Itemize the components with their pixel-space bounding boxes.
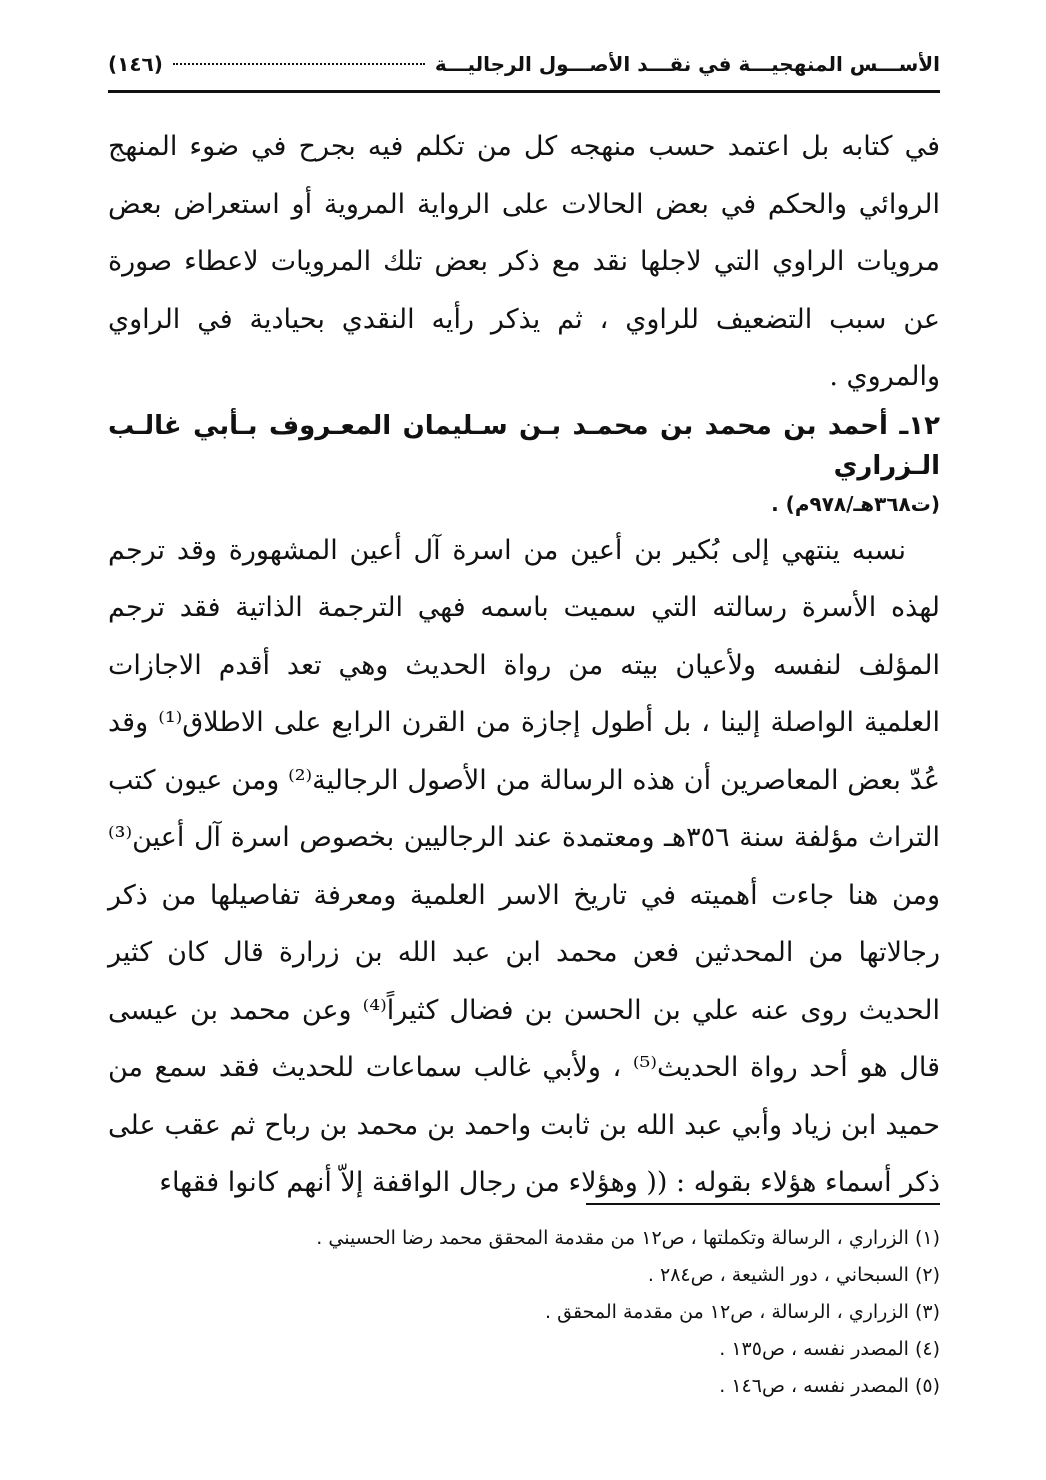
running-header [108, 44, 940, 84]
footnotes [108, 1220, 940, 1405]
footnote-2: (٢) السبحاني ، دور الشيعة ، ص٢٨٤ . [647, 1264, 940, 1286]
running-header-title: الأســـس المنهجيـــة في نقـــد الأصـــول الرجاليـــة [434, 52, 940, 76]
paragraph-1: في كتابه بل اعتمد حسب منهجه كل من تكلم فيه بجرح في ضوء المنهج الروائي والحكم في بعض الحالات على الرواية المروية أو استعراض بعض مرويات الراوي التي لاجلها نقد مع ذكر بعض تلك المرويات لاعطاء صورة عن سبب التضعيف للراوي ، ثم يذكر رأيه النقدي بحيادية في الراوي والمروي . [108, 131, 940, 392]
header-leader-dots [173, 63, 425, 65]
footnote-separator [586, 1203, 940, 1205]
main-text [108, 118, 940, 1212]
paragraph-2: نسبه ينتهي إلى بُكير بن أعين من اسرة آل أعين المشهورة وقد ترجم لهذه الأسرة رسالته التي سميت باسمه فهي الترجمة الذاتية فقد ترجم المؤلف لنفسه ولأعيان بيته من رواة الحديث وهي تعد أقدم الاجازات العلمية الواصلة إلينا ، بل أطول إجازة من القرن الرابع على الاطلاق⁽¹⁾ وقد عُدّ بعض المعاصرين أن هذه الرسالة من الأصول الرجالية⁽²⁾ ومن عيون كتب التراث مؤلفة سنة ٣٥٦هـ ومعتمدة عند الرجاليين بخصوص اسرة آل أعين⁽³⁾ ومن هنا جاءت أهميته في تاريخ الاسر العلمية ومعرفة تفاصيلها من ذكر رجالاتها من المحدثين فعن محمد ابن عبد الله بن زرارة قال كان كثير الحديث روى عنه علي بن الحسن بن فضال كثيراً⁽⁴⁾ وعن محمد بن عيسى قال هو أحد رواة الحديث⁽⁵⁾ ، ولأبي غالب سماعات للحديث فقد سمع من حميد ابن زياد وأبي عبد الله بن ثابت واحمد بن محمد بن رباح ثم عقب على ذكر أسماء هؤلاء بقوله : (( وهؤلاء من رجال الواقفة إلاّ أنهم كانوا فقهاء [108, 534, 940, 1198]
header-rule [108, 90, 940, 93]
footnote-4: (٤) المصدر نفسه ، ص١٣٥ . [719, 1338, 940, 1360]
footnote-3: (٣) الزراري ، الرسالة ، ص١٢ من مقدمة المحقق . [545, 1301, 940, 1323]
footnote-5: (٥) المصدر نفسه ، ص١٤٦ . [719, 1375, 940, 1397]
footnote-1: (١) الزراري ، الرسالة وتكملتها ، ص١٢ من مقدمة المحقق محمد رضا الحسيني . [316, 1227, 940, 1249]
section-heading-date: (ت٣٦٨هـ/٩٧٨م) . [771, 491, 940, 516]
section-heading: ١٢ـ أحمد بن محمد بن محمـد بـن سـليمان المعـروف بـأبي غالـب الـزراري [108, 410, 940, 481]
page-number: (١٤٦) [108, 52, 163, 76]
